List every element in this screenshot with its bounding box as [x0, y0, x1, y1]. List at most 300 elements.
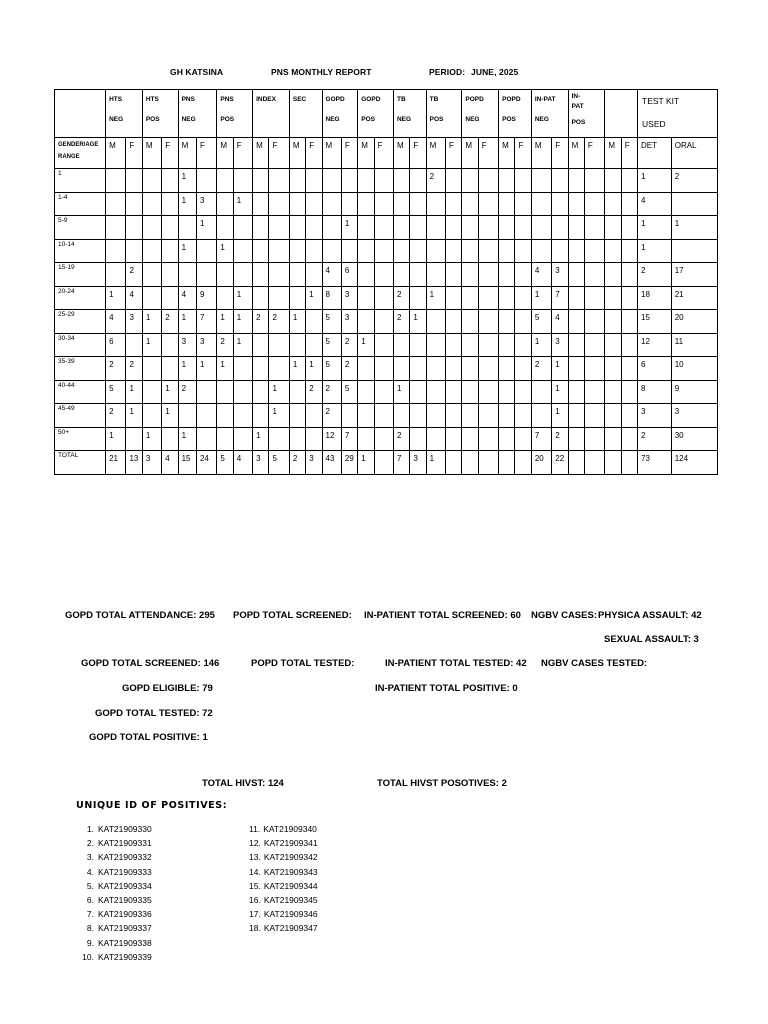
- table-cell: [289, 263, 305, 287]
- report-title: PNS MONTHLY REPORT: [271, 67, 372, 77]
- table-cell: [358, 310, 374, 334]
- table-cell: [446, 192, 462, 216]
- table-cell: [605, 263, 621, 287]
- table-cell: [605, 427, 621, 451]
- table-cell: [410, 286, 426, 310]
- table-cell: [142, 239, 161, 263]
- table-cell: [584, 239, 604, 263]
- table-cell: 5: [531, 310, 551, 334]
- table-cell: 1: [106, 427, 126, 451]
- table-cell: [499, 357, 515, 381]
- table-cell: 1: [426, 286, 445, 310]
- table-cell: 4: [531, 263, 551, 287]
- det-cell: 18: [638, 286, 672, 310]
- table-cell: [269, 216, 289, 240]
- table-cell: 2: [341, 333, 357, 357]
- table-cell: [621, 427, 637, 451]
- female-col-header: F: [341, 138, 357, 169]
- table-cell: 2: [178, 380, 196, 404]
- table-cell: [178, 216, 196, 240]
- unique-ids-title: UNIQUE ID OF POSITIVES:: [76, 800, 228, 811]
- table-cell: 1: [306, 286, 322, 310]
- unique-id: KAT21909344: [263, 880, 318, 891]
- table-cell: [568, 263, 584, 287]
- table-cell: [568, 216, 584, 240]
- table-cell: 3: [253, 451, 269, 475]
- table-cell: [568, 427, 584, 451]
- table-cell: [269, 169, 289, 193]
- table-cell: 5: [217, 451, 233, 475]
- ngbv-cases: NGBV CASES:: [531, 610, 597, 621]
- table-cell: [269, 333, 289, 357]
- table-cell: 1: [269, 404, 289, 428]
- det-cell: 8: [638, 380, 672, 404]
- table-cell: 4: [178, 286, 196, 310]
- table-cell: [621, 239, 637, 263]
- table-cell: [374, 239, 393, 263]
- table-cell: [499, 239, 515, 263]
- table-cell: [253, 192, 269, 216]
- table-cell: [289, 169, 305, 193]
- age-range-label: 35-39: [55, 357, 106, 381]
- list-item: [249, 879, 318, 893]
- oral-cell: 2: [671, 169, 717, 193]
- table-cell: [289, 404, 305, 428]
- table-cell: 1: [162, 380, 178, 404]
- female-col-header: F: [374, 138, 393, 169]
- period-label: PERIOD:: [429, 67, 466, 77]
- list-number: 1.: [86, 824, 94, 834]
- list-item: [78, 893, 152, 907]
- table-cell: [289, 192, 305, 216]
- table-row: [55, 404, 718, 428]
- table-cell: [126, 333, 142, 357]
- table-cell: [106, 192, 126, 216]
- table-cell: [621, 357, 637, 381]
- list-number: 7.: [86, 909, 94, 920]
- det-cell: 15: [638, 310, 672, 334]
- unique-id: KAT21909334: [98, 880, 152, 891]
- popd-total-tested: POPD TOTAL TESTED:: [251, 658, 355, 669]
- table-cell: [306, 404, 322, 428]
- male-col-header: M: [393, 138, 409, 169]
- table-cell: 7: [531, 427, 551, 451]
- table-cell: [322, 216, 341, 240]
- table-cell: [462, 310, 478, 334]
- table-cell: [142, 169, 161, 193]
- table-row: [55, 192, 718, 216]
- table-cell: [162, 239, 178, 263]
- table-cell: [605, 192, 621, 216]
- male-col-header: M: [499, 138, 515, 169]
- table-cell: 1: [552, 357, 568, 381]
- table-cell: [531, 169, 551, 193]
- table-cell: [341, 239, 357, 263]
- table-cell: [106, 216, 126, 240]
- table-cell: [233, 380, 252, 404]
- table-cell: [253, 286, 269, 310]
- table-cell: [584, 216, 604, 240]
- table-cell: [142, 192, 161, 216]
- table-cell: [106, 169, 126, 193]
- table-cell: [621, 380, 637, 404]
- table-cell: [410, 169, 426, 193]
- table-cell: 15: [178, 451, 196, 475]
- table-cell: [499, 380, 515, 404]
- table-cell: [462, 404, 478, 428]
- female-col-header: F: [162, 138, 178, 169]
- oral-cell: 30: [671, 427, 717, 451]
- table-cell: [446, 333, 462, 357]
- table-cell: 6: [341, 263, 357, 287]
- group-header: TB NEG: [393, 90, 426, 138]
- pns-report-table: [54, 89, 718, 475]
- table-cell: [552, 169, 568, 193]
- det-cell: 2: [638, 427, 672, 451]
- table-cell: 4: [233, 451, 252, 475]
- inpatient-total-tested: IN-PATIENT TOTAL TESTED: 42: [385, 658, 527, 669]
- table-cell: [393, 333, 409, 357]
- list-number: 5.: [86, 880, 94, 891]
- list-number: 11.: [249, 824, 261, 834]
- table-cell: [462, 380, 478, 404]
- table-cell: [426, 427, 445, 451]
- oral-cell: 10: [671, 357, 717, 381]
- table-cell: [142, 286, 161, 310]
- female-col-header: F: [126, 138, 142, 169]
- table-cell: [306, 333, 322, 357]
- table-cell: [478, 286, 498, 310]
- table-cell: [196, 380, 216, 404]
- table-cell: [478, 263, 498, 287]
- male-col-header: M: [178, 138, 196, 169]
- table-cell: [499, 216, 515, 240]
- table-cell: 12: [322, 427, 341, 451]
- table-cell: [568, 192, 584, 216]
- table-cell: 2: [341, 357, 357, 381]
- female-col-header: F: [269, 138, 289, 169]
- table-cell: [605, 216, 621, 240]
- table-cell: [462, 169, 478, 193]
- table-cell: 1: [178, 357, 196, 381]
- det-cell: 4: [638, 192, 672, 216]
- table-cell: [106, 239, 126, 263]
- table-cell: 5: [106, 380, 126, 404]
- list-item: [249, 822, 318, 836]
- table-cell: 7: [196, 310, 216, 334]
- table-cell: [233, 169, 252, 193]
- table-cell: [584, 169, 604, 193]
- group-header: PNS POS: [217, 90, 253, 138]
- table-cell: [374, 333, 393, 357]
- table-cell: [410, 404, 426, 428]
- oral-cell: 21: [671, 286, 717, 310]
- table-cell: [322, 169, 341, 193]
- table-cell: [162, 333, 178, 357]
- table-cell: 7: [552, 286, 568, 310]
- table-cell: [217, 404, 233, 428]
- det-cell: 6: [638, 357, 672, 381]
- table-cell: 1: [552, 380, 568, 404]
- list-number: 3.: [86, 852, 94, 863]
- table-cell: [426, 404, 445, 428]
- table-cell: [499, 169, 515, 193]
- oral-cell: 20: [671, 310, 717, 334]
- table-cell: [306, 192, 322, 216]
- group-header: GOPD POS: [358, 90, 394, 138]
- table-cell: 2: [253, 310, 269, 334]
- group-header: [605, 90, 638, 138]
- list-item: [78, 879, 152, 893]
- table-cell: [584, 380, 604, 404]
- list-number: 8.: [86, 923, 94, 934]
- table-cell: [358, 357, 374, 381]
- total-hivst: TOTAL HIVST: 124: [202, 778, 284, 789]
- table-cell: [289, 286, 305, 310]
- female-col-header: F: [621, 138, 637, 169]
- table-row: [55, 286, 718, 310]
- age-range-label: 20-24: [55, 286, 106, 310]
- unique-id: KAT21909343: [263, 866, 318, 877]
- table-cell: [233, 263, 252, 287]
- table-cell: [374, 216, 393, 240]
- table-cell: [568, 239, 584, 263]
- table-cell: [605, 310, 621, 334]
- table-cell: [289, 333, 305, 357]
- gopd-total-screened: GOPD TOTAL SCREENED: 146: [81, 658, 220, 669]
- list-item: [78, 850, 152, 864]
- table-cell: [253, 169, 269, 193]
- table-cell: [552, 192, 568, 216]
- table-cell: 1: [106, 286, 126, 310]
- list-number: 6.: [86, 895, 94, 906]
- table-cell: 13: [126, 451, 142, 475]
- unique-id: KAT21909336: [98, 909, 152, 920]
- table-cell: [162, 169, 178, 193]
- table-cell: [233, 404, 252, 428]
- unique-id: KAT21909330: [98, 824, 152, 834]
- table-cell: [605, 169, 621, 193]
- age-range-label: 25-29: [55, 310, 106, 334]
- table-cell: [126, 169, 142, 193]
- female-col-header: F: [515, 138, 531, 169]
- list-number: 12.: [249, 838, 261, 849]
- table-cell: [217, 169, 233, 193]
- table-cell: [478, 427, 498, 451]
- table-cell: 1: [233, 310, 252, 334]
- table-cell: 3: [306, 451, 322, 475]
- table-cell: [374, 380, 393, 404]
- table-cell: 1: [233, 286, 252, 310]
- female-col-header: F: [446, 138, 462, 169]
- table-cell: [217, 380, 233, 404]
- table-cell: [568, 357, 584, 381]
- table-cell: [162, 286, 178, 310]
- table-cell: 1: [306, 357, 322, 381]
- group-header: GOPD NEG: [322, 90, 358, 138]
- table-cell: 2: [393, 286, 409, 310]
- gopd-total-positive: GOPD TOTAL POSITIVE: 1: [89, 732, 208, 743]
- table-cell: 1: [289, 357, 305, 381]
- table-cell: [446, 216, 462, 240]
- det-cell: 73: [638, 451, 672, 475]
- table-cell: [253, 404, 269, 428]
- table-cell: 20: [531, 451, 551, 475]
- table-cell: [322, 239, 341, 263]
- table-cell: [269, 239, 289, 263]
- table-cell: [446, 404, 462, 428]
- table-cell: 1: [217, 310, 233, 334]
- table-cell: 3: [178, 333, 196, 357]
- table-cell: [178, 263, 196, 287]
- table-cell: [568, 404, 584, 428]
- table-cell: [568, 169, 584, 193]
- table-cell: 2: [322, 380, 341, 404]
- table-cell: [531, 192, 551, 216]
- oral-cell: 124: [671, 451, 717, 475]
- table-cell: [217, 263, 233, 287]
- table-cell: [142, 357, 161, 381]
- table-cell: [446, 427, 462, 451]
- list-number: 14.: [249, 866, 261, 877]
- table-cell: [499, 310, 515, 334]
- table-cell: 1: [358, 451, 374, 475]
- table-cell: [358, 380, 374, 404]
- table-row: [55, 380, 718, 404]
- table-cell: [374, 451, 393, 475]
- table-cell: [410, 333, 426, 357]
- group-header: TB POS: [426, 90, 462, 138]
- table-cell: 2: [269, 310, 289, 334]
- ngbv-cases-tested: NGBV CASES TESTED:: [541, 658, 648, 669]
- table-cell: 2: [106, 404, 126, 428]
- table-cell: 2: [106, 357, 126, 381]
- group-header: IN-PAT NEG: [531, 90, 568, 138]
- table-cell: 4: [106, 310, 126, 334]
- table-cell: [306, 169, 322, 193]
- table-cell: [515, 216, 531, 240]
- table-cell: 1: [217, 357, 233, 381]
- table-cell: [584, 192, 604, 216]
- table-cell: [217, 427, 233, 451]
- table-cell: [289, 239, 305, 263]
- table-cell: 2: [217, 333, 233, 357]
- table-cell: 1: [253, 427, 269, 451]
- table-cell: 5: [322, 357, 341, 381]
- table-cell: [515, 357, 531, 381]
- table-cell: [253, 216, 269, 240]
- list-number: 17.: [249, 909, 261, 920]
- table-cell: [515, 310, 531, 334]
- table-cell: 1: [233, 333, 252, 357]
- unique-id: KAT21909340: [263, 824, 317, 834]
- table-cell: [358, 192, 374, 216]
- table-cell: [410, 357, 426, 381]
- det-cell: 1: [638, 239, 672, 263]
- unique-id: KAT21909346: [263, 909, 318, 920]
- table-cell: [499, 404, 515, 428]
- male-col-header: M: [253, 138, 269, 169]
- table-cell: [499, 333, 515, 357]
- table-cell: [478, 333, 498, 357]
- table-cell: 7: [393, 451, 409, 475]
- unique-ids-list-1: [78, 822, 152, 964]
- list-item: [78, 907, 152, 921]
- list-number: 15.: [249, 880, 261, 891]
- female-col-header: F: [196, 138, 216, 169]
- table-cell: [253, 263, 269, 287]
- table-cell: [162, 263, 178, 287]
- table-cell: [374, 357, 393, 381]
- table-cell: [584, 333, 604, 357]
- det-col-header: DET: [638, 138, 672, 169]
- list-number: 13.: [249, 852, 261, 863]
- table-cell: [605, 239, 621, 263]
- table-cell: [515, 169, 531, 193]
- table-cell: [462, 357, 478, 381]
- table-cell: [478, 216, 498, 240]
- list-item: [249, 850, 318, 864]
- table-cell: [253, 333, 269, 357]
- table-cell: 2: [322, 404, 341, 428]
- oral-cell: 17: [671, 263, 717, 287]
- table-cell: [515, 333, 531, 357]
- oral-col-header: ORAL: [671, 138, 717, 169]
- table-cell: [621, 169, 637, 193]
- table-cell: [306, 427, 322, 451]
- table-cell: [393, 404, 409, 428]
- age-range-label: 5-9: [55, 216, 106, 240]
- table-cell: [393, 216, 409, 240]
- table-cell: [178, 404, 196, 428]
- table-cell: [426, 357, 445, 381]
- table-cell: [446, 263, 462, 287]
- table-cell: 2: [531, 357, 551, 381]
- table-cell: [289, 380, 305, 404]
- table-cell: [621, 404, 637, 428]
- unique-id: KAT21909332: [98, 852, 152, 863]
- table-cell: 1: [178, 310, 196, 334]
- table-cell: 2: [306, 380, 322, 404]
- table-cell: [515, 427, 531, 451]
- group-header: INDEX: [253, 90, 290, 138]
- table-cell: [531, 380, 551, 404]
- corner-cell: [55, 90, 106, 138]
- list-item: [249, 921, 318, 935]
- table-cell: 22: [552, 451, 568, 475]
- male-col-header: M: [358, 138, 374, 169]
- table-cell: 2: [393, 427, 409, 451]
- table-cell: [605, 451, 621, 475]
- table-cell: 7: [341, 427, 357, 451]
- table-row: [55, 427, 718, 451]
- table-cell: [269, 192, 289, 216]
- table-cell: [584, 427, 604, 451]
- table-cell: [584, 357, 604, 381]
- table-cell: [499, 451, 515, 475]
- table-cell: [426, 192, 445, 216]
- table-cell: 4: [162, 451, 178, 475]
- female-col-header: F: [478, 138, 498, 169]
- table-cell: [552, 216, 568, 240]
- group-header: IN- PAT POS: [568, 90, 605, 138]
- table-cell: 1: [126, 404, 142, 428]
- table-cell: [233, 239, 252, 263]
- unique-id: KAT21909331: [98, 838, 152, 849]
- table-cell: [269, 427, 289, 451]
- table-cell: [462, 263, 478, 287]
- list-item: [78, 865, 152, 879]
